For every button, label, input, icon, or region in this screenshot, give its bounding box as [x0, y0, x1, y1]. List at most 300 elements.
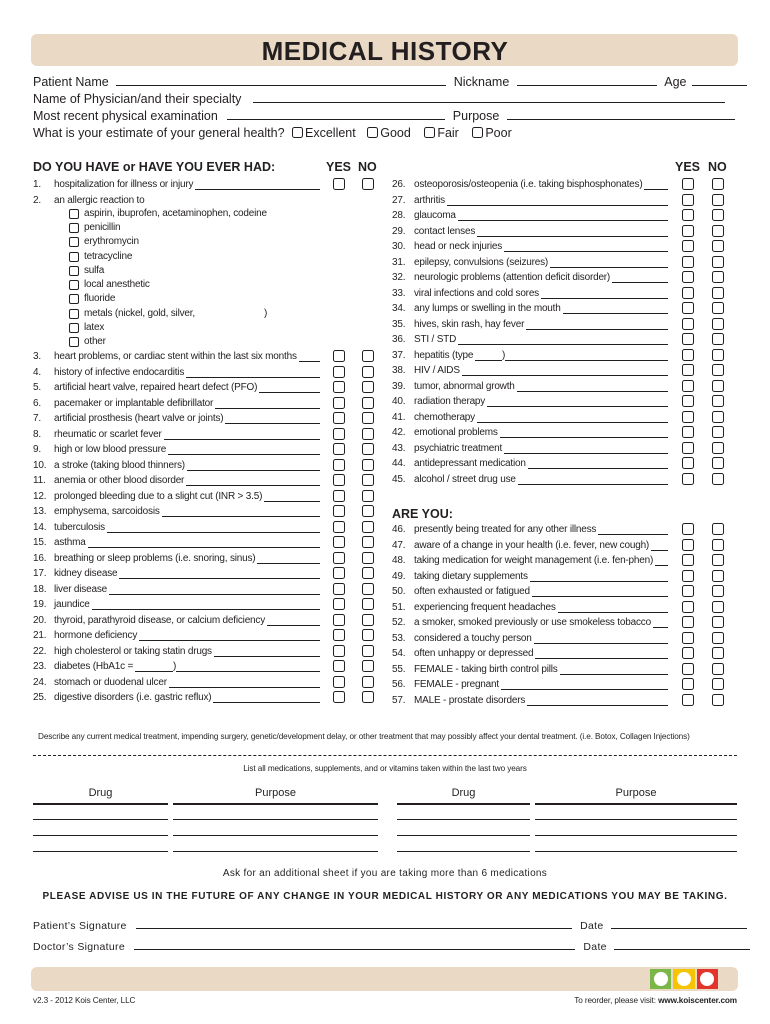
question-number: 45. [392, 473, 406, 485]
no-checkbox[interactable] [362, 178, 374, 190]
yes-checkbox[interactable] [682, 616, 694, 628]
medication-entry-line[interactable] [535, 819, 737, 820]
question-text: hormone deficiency [54, 630, 138, 641]
question-number: 22. [33, 646, 47, 657]
kois-logo [649, 969, 719, 989]
yes-checkbox[interactable] [682, 570, 694, 582]
question-number: 31. [392, 256, 406, 268]
question-number: 9. [33, 444, 41, 455]
purpose-col-header-2: Purpose [615, 787, 657, 799]
yes-checkbox[interactable] [333, 490, 345, 502]
yes-checkbox[interactable] [682, 554, 694, 566]
yes-checkbox[interactable] [333, 583, 345, 595]
no-checkbox[interactable] [712, 395, 724, 407]
yes-checkbox[interactable] [682, 473, 694, 485]
yes-checkbox[interactable] [682, 225, 694, 237]
question-row [33, 397, 373, 411]
question-number: 17. [33, 568, 47, 579]
question-row [392, 616, 672, 630]
general-health-row [33, 126, 512, 140]
question-number: 12. [33, 491, 47, 502]
question-row [392, 364, 672, 378]
question-row [392, 632, 672, 646]
good-label: Good [380, 126, 411, 140]
yes-checkbox[interactable] [682, 349, 694, 361]
yes-checkbox[interactable] [682, 240, 694, 252]
question-number: 27. [392, 194, 406, 206]
allergy-label: sulfa [84, 265, 105, 276]
yes-checkbox[interactable] [333, 505, 345, 517]
question-row [33, 521, 373, 535]
yes-checkbox[interactable] [333, 567, 345, 579]
question-row [392, 240, 672, 254]
allergy-checkbox[interactable] [69, 209, 79, 219]
question-text: psychiatric treatment [414, 442, 503, 454]
question-number: 53. [392, 632, 406, 644]
yes-checkbox[interactable] [682, 426, 694, 438]
patient-name-label: Patient Name [33, 75, 109, 89]
question-text: hives, skin rash, hay fever [414, 318, 525, 330]
yes-checkbox[interactable] [682, 539, 694, 551]
yes-header-right: YES [675, 160, 701, 174]
allergy-option [69, 221, 329, 235]
question-row [33, 552, 373, 566]
question-number: 14. [33, 522, 47, 533]
yes-checkbox[interactable] [682, 194, 694, 206]
med-header-rule [173, 803, 378, 805]
good-checkbox[interactable] [367, 127, 378, 138]
no-header-left: NO [358, 160, 377, 174]
drug-col-header-2: Drug [451, 787, 476, 799]
yes-checkbox[interactable] [333, 660, 345, 672]
physician-row [33, 92, 725, 106]
question-text: artificial prosthesis (heart valve or joints) [54, 413, 224, 424]
question-fill-line [414, 205, 668, 206]
no-checkbox[interactable] [362, 598, 374, 610]
logo-red-square [697, 969, 718, 989]
fair-checkbox[interactable] [424, 127, 435, 138]
allergy-checkbox[interactable] [69, 323, 79, 333]
allergy-label: metals (nickel, gold, silver, [84, 308, 195, 319]
excellent-checkbox[interactable] [292, 127, 303, 138]
age-field[interactable] [692, 75, 747, 86]
exam-row [33, 109, 735, 123]
question-row [392, 601, 672, 615]
yes-checkbox[interactable] [682, 318, 694, 330]
doctor-date-label: Date [583, 941, 607, 953]
no-checkbox[interactable] [362, 490, 374, 502]
question-text: rheumatic or scarlet fever [54, 429, 162, 440]
patient-date-label: Date [580, 920, 604, 932]
question-number: 44. [392, 458, 406, 469]
allergy-label: latex [84, 322, 105, 333]
question-number: 57. [392, 694, 406, 706]
yes-checkbox[interactable] [333, 645, 345, 657]
question-number: 42. [392, 427, 406, 438]
yes-checkbox[interactable] [682, 442, 694, 454]
question-text: artificial heart valve, repaired heart defect (PFO) [54, 382, 258, 393]
no-checkbox[interactable] [712, 554, 724, 566]
no-checkbox[interactable] [712, 380, 724, 392]
logo-yellow-square [673, 969, 694, 989]
yes-checkbox[interactable] [682, 457, 694, 469]
no-checkbox[interactable] [712, 225, 724, 237]
no-checkbox[interactable] [712, 694, 724, 706]
yes-checkbox[interactable] [682, 647, 694, 659]
no-checkbox[interactable] [712, 364, 724, 376]
yes-checkbox[interactable] [682, 271, 694, 283]
question-row [392, 349, 672, 363]
no-checkbox[interactable] [712, 632, 724, 644]
question-row [392, 287, 672, 301]
question-text: liver disease [54, 584, 107, 595]
recent-exam-field[interactable] [227, 109, 445, 120]
question-number: 54. [392, 648, 406, 659]
medication-entry-line[interactable] [397, 819, 530, 820]
footer-banner [31, 967, 738, 991]
question-text: antidepressant medication [414, 458, 526, 469]
med-header-rule [535, 803, 737, 805]
allergy-label: penicillin [84, 222, 121, 233]
question-row [33, 629, 373, 643]
patient-signature-field[interactable] [136, 918, 572, 929]
yes-checkbox[interactable] [682, 178, 694, 190]
yes-checkbox[interactable] [682, 678, 694, 690]
question-text: stomach or duodenal ulcer [54, 677, 167, 688]
question-text: high cholesterol or taking statin drugs [54, 646, 212, 657]
no-checkbox[interactable] [362, 381, 374, 393]
allergy-checkbox[interactable] [69, 237, 79, 247]
no-checkbox[interactable] [712, 194, 724, 206]
yes-checkbox[interactable] [682, 287, 694, 299]
no-checkbox[interactable] [362, 691, 374, 703]
no-checkbox[interactable] [712, 287, 724, 299]
question-text: experiencing frequent headaches [414, 601, 556, 613]
allergy-option [69, 264, 329, 278]
question-number: 25. [33, 692, 47, 703]
question-number: 11. [33, 475, 46, 486]
question-text: digestive disorders (i.e. gastric reflux) [54, 692, 212, 703]
medication-entry-line[interactable] [33, 851, 168, 852]
no-checkbox[interactable] [712, 411, 724, 423]
doctor-signature-field[interactable] [134, 939, 575, 950]
no-checkbox[interactable] [712, 678, 724, 690]
question-number: 23. [33, 661, 47, 672]
yes-checkbox[interactable] [682, 411, 694, 423]
question-text: hospitalization for illness or injury [54, 179, 194, 190]
yes-checkbox[interactable] [333, 552, 345, 564]
question-row [33, 459, 373, 473]
no-checkbox[interactable] [712, 302, 724, 314]
yes-checkbox[interactable] [682, 209, 694, 221]
no-checkbox[interactable] [712, 601, 724, 613]
list-medications-text: List all medications, supplements, and or vitamins taken within the last two years [243, 764, 527, 773]
question-number: 39. [392, 380, 406, 392]
patient-date-field[interactable] [611, 918, 747, 929]
no-checkbox[interactable] [712, 333, 724, 345]
med-header-rule [397, 803, 530, 805]
question-number: 2. [33, 195, 41, 206]
question-row [392, 694, 672, 708]
yes-checkbox[interactable] [333, 521, 345, 533]
no-checkbox[interactable] [712, 209, 724, 221]
question-text: head or neck injuries [414, 241, 503, 252]
no-checkbox[interactable] [362, 350, 374, 362]
question-number: 8. [33, 429, 41, 440]
question-text: neurologic problems (attention deficit disorder) [414, 272, 611, 283]
question-row [33, 567, 373, 581]
yes-checkbox[interactable] [333, 676, 345, 688]
yes-checkbox[interactable] [333, 474, 345, 486]
allergy-label: local anesthetic [84, 279, 150, 290]
question-text: MALE - prostate disorders [414, 694, 526, 706]
yes-checkbox[interactable] [333, 381, 345, 393]
no-checkbox[interactable] [362, 629, 374, 641]
allergy-checkbox[interactable] [69, 223, 79, 233]
question-row [392, 178, 672, 192]
hepatitis-close-paren: ) [502, 349, 506, 361]
purpose-field[interactable] [507, 109, 735, 120]
no-checkbox[interactable] [712, 570, 724, 582]
yes-checkbox[interactable] [682, 333, 694, 345]
question-text: often unhappy or depressed [414, 648, 534, 659]
question-row [33, 583, 373, 597]
question-text: heart problems, or cardiac stent within the last six months [54, 351, 297, 362]
question-number: 4. [33, 367, 41, 378]
question-row [33, 350, 373, 364]
question-row [392, 411, 672, 425]
question-number: 19. [33, 599, 47, 610]
allergy-checkbox[interactable] [69, 294, 79, 304]
yes-checkbox[interactable] [682, 523, 694, 535]
no-checkbox[interactable] [362, 366, 374, 378]
medication-entry-line[interactable] [33, 835, 168, 836]
question-number: 26. [392, 179, 406, 190]
question-row [392, 457, 672, 471]
question-row [392, 302, 672, 316]
yes-checkbox[interactable] [333, 366, 345, 378]
yes-checkbox[interactable] [333, 412, 345, 424]
hba1c-close-paren: ) [173, 661, 177, 672]
question-row [392, 426, 672, 440]
allergy-checkbox[interactable] [69, 337, 79, 347]
question-number: 7. [33, 413, 41, 424]
yes-checkbox[interactable] [333, 598, 345, 610]
medication-entry-line[interactable] [173, 835, 378, 836]
nickname-label: Nickname [453, 75, 510, 89]
describe-treatment-text: Describe any current medical treatment, impending surgery, genetic/development delay, or other treatment that may possibly affect your dental treatment. (i.e. Botox, Collagen Injections) [38, 732, 690, 741]
doctor-signature-label: Doctor’s Signature [33, 941, 125, 953]
no-checkbox[interactable] [712, 539, 724, 551]
question-number: 46. [392, 524, 406, 535]
no-checkbox[interactable] [712, 616, 724, 628]
no-checkbox[interactable] [362, 645, 374, 657]
question-number: 1. [33, 179, 41, 190]
doctor-date-field[interactable] [614, 939, 750, 950]
allergy-checkbox[interactable] [69, 309, 79, 319]
excellent-label: Excellent [305, 126, 356, 140]
question-row [392, 225, 672, 239]
yes-checkbox[interactable] [333, 350, 345, 362]
yes-checkbox[interactable] [682, 380, 694, 392]
medication-entry-line[interactable] [397, 851, 530, 852]
question-row [392, 663, 672, 677]
question-number: 41. [392, 411, 406, 423]
yes-checkbox[interactable] [682, 395, 694, 407]
doctor-signature-row [33, 939, 750, 953]
no-checkbox[interactable] [362, 583, 374, 595]
yes-checkbox[interactable] [682, 632, 694, 644]
question-text: tuberculosis [54, 522, 105, 533]
medication-entry-line[interactable] [33, 819, 168, 820]
question-row [33, 412, 373, 426]
yes-checkbox[interactable] [333, 691, 345, 703]
question-number: 30. [392, 241, 406, 252]
no-checkbox[interactable] [712, 663, 724, 675]
question-row [33, 490, 373, 504]
yes-checkbox[interactable] [333, 536, 345, 548]
question-text: chemotherapy [414, 411, 475, 423]
question-text: FEMALE - taking birth control pills [414, 663, 558, 675]
question-row [392, 473, 672, 487]
poor-checkbox[interactable] [472, 127, 483, 138]
no-checkbox[interactable] [362, 660, 374, 672]
no-checkbox[interactable] [712, 271, 724, 283]
allergy-checkbox[interactable] [69, 252, 79, 262]
yes-checkbox[interactable] [333, 428, 345, 440]
no-checkbox[interactable] [362, 397, 374, 409]
no-checkbox[interactable] [712, 256, 724, 268]
are-you-heading: ARE YOU: [392, 507, 453, 521]
reorder-url-link[interactable]: www.koiscenter.com [658, 996, 737, 1005]
question-number: 33. [392, 287, 406, 299]
question-row [392, 678, 672, 692]
patient-info-row [33, 75, 747, 89]
no-checkbox[interactable] [362, 676, 374, 688]
question-row [392, 585, 672, 599]
yes-checkbox[interactable] [682, 302, 694, 314]
medication-entry-line[interactable] [173, 851, 378, 852]
no-checkbox[interactable] [712, 457, 724, 469]
yes-checkbox[interactable] [682, 601, 694, 613]
question-number: 43. [392, 442, 406, 454]
no-checkbox[interactable] [712, 442, 724, 454]
no-checkbox[interactable] [362, 521, 374, 533]
physician-field[interactable] [253, 92, 725, 103]
no-checkbox[interactable] [712, 240, 724, 252]
medication-entry-line[interactable] [397, 835, 530, 836]
question-text: arthritis [414, 194, 445, 206]
question-row [392, 442, 672, 456]
no-checkbox[interactable] [712, 647, 724, 659]
question-number: 48. [392, 555, 406, 566]
medication-entry-line[interactable] [535, 835, 737, 836]
allergy-option [69, 307, 329, 321]
yes-checkbox[interactable] [333, 614, 345, 626]
no-checkbox[interactable] [362, 505, 374, 517]
question-text: often exhausted or fatigued [414, 586, 530, 597]
yes-checkbox[interactable] [333, 443, 345, 455]
allergy-checkbox[interactable] [69, 280, 79, 290]
medication-entry-line[interactable] [535, 851, 737, 852]
question-row [392, 539, 672, 553]
no-checkbox[interactable] [362, 412, 374, 424]
question-row [33, 443, 373, 457]
allergy-label: fluoride [84, 293, 116, 304]
no-checkbox[interactable] [362, 552, 374, 564]
no-checkbox[interactable] [712, 178, 724, 190]
no-checkbox[interactable] [712, 318, 724, 330]
no-checkbox[interactable] [362, 428, 374, 440]
allergy-checkbox[interactable] [69, 266, 79, 276]
yes-checkbox[interactable] [333, 397, 345, 409]
patient-name-field[interactable] [116, 75, 446, 86]
no-checkbox[interactable] [712, 473, 724, 485]
yes-header-left: YES [326, 160, 352, 174]
question-text: diabetes (HbA1c = [54, 661, 134, 672]
question-number: 28. [392, 210, 406, 221]
question-text: emphysema, sarcoidosis [54, 506, 160, 517]
recent-exam-label: Most recent physical examination [33, 109, 218, 123]
physician-label: Name of Physician/and their specialty [33, 92, 242, 106]
question-text: an allergic reaction to [54, 195, 145, 206]
yes-checkbox[interactable] [682, 694, 694, 706]
question-row [392, 647, 672, 661]
no-checkbox[interactable] [712, 426, 724, 438]
no-header-right: NO [708, 160, 727, 174]
no-checkbox[interactable] [362, 536, 374, 548]
yes-checkbox[interactable] [333, 459, 345, 471]
nickname-field[interactable] [517, 75, 657, 86]
question-text: breathing or sleep problems (i.e. snoring, sinus) [54, 553, 256, 564]
question-row [33, 598, 373, 612]
no-checkbox[interactable] [362, 567, 374, 579]
question-row [392, 209, 672, 223]
no-checkbox[interactable] [712, 523, 724, 535]
question-number: 49. [392, 570, 406, 582]
yes-checkbox[interactable] [682, 663, 694, 675]
no-checkbox[interactable] [362, 474, 374, 486]
yes-checkbox[interactable] [333, 629, 345, 641]
question-number: 38. [392, 365, 406, 376]
no-checkbox[interactable] [362, 459, 374, 471]
no-checkbox[interactable] [362, 614, 374, 626]
question-number: 40. [392, 396, 406, 407]
question-text: jaundice [54, 599, 90, 610]
question-text: osteoporosis/osteopenia (i.e. taking bisphosphonates) [414, 179, 643, 190]
allergy-label: aspirin, ibuprofen, acetaminophen, codeine [84, 208, 267, 219]
yes-checkbox[interactable] [682, 256, 694, 268]
no-checkbox[interactable] [712, 585, 724, 597]
question-number: 16. [33, 553, 47, 564]
no-checkbox[interactable] [362, 443, 374, 455]
question-number: 51. [392, 601, 406, 613]
question-number: 34. [392, 303, 406, 314]
question-text: presently being treated for any other illness [414, 524, 597, 535]
no-checkbox[interactable] [712, 349, 724, 361]
question-text: anemia or other blood disorder [54, 475, 185, 486]
question-text: considered a touchy person [414, 632, 532, 644]
describe-treatment-field[interactable] [33, 755, 737, 756]
question-number: 29. [392, 225, 406, 237]
medication-entry-line[interactable] [173, 819, 378, 820]
yes-checkbox[interactable] [333, 178, 345, 190]
section-have-you-had-heading: DO YOU HAVE or HAVE YOU EVER HAD: [33, 160, 276, 174]
yes-checkbox[interactable] [682, 364, 694, 376]
yes-checkbox[interactable] [682, 585, 694, 597]
question-row [33, 178, 373, 192]
question-text: any lumps or swelling in the mouth [414, 303, 561, 314]
